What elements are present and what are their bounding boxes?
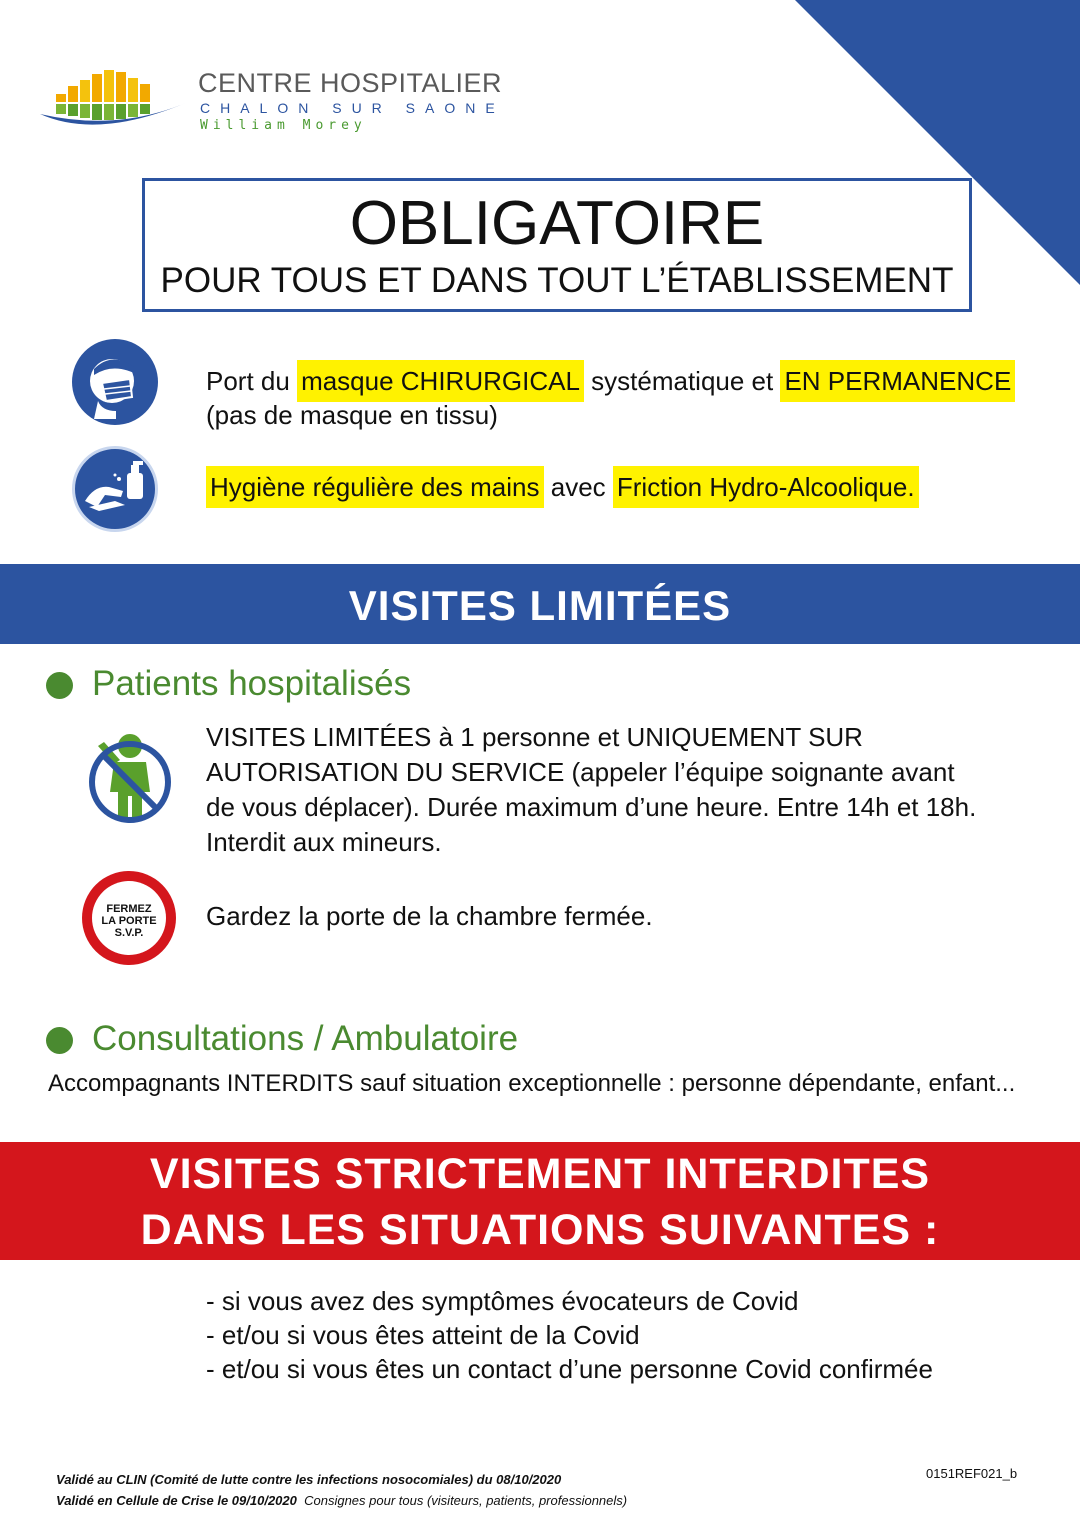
mask-rule-highlight-2: EN PERMANENCE bbox=[780, 360, 1015, 402]
patients-bullet bbox=[46, 672, 73, 699]
footer-validation-2-light: Consignes pour tous (visiteurs, patients, professionnels) bbox=[304, 1493, 628, 1508]
hand-rule bbox=[206, 470, 919, 504]
hospital-logo bbox=[38, 62, 505, 142]
logo-city: CHALON SUR SAONE bbox=[200, 100, 505, 116]
hand-rule-highlight-1: Hygiène régulière des mains bbox=[206, 466, 544, 508]
document-reference: 0151REF021_b bbox=[926, 1466, 1018, 1481]
mask-rule-highlight-1: masque CHIRURGICAL bbox=[297, 360, 584, 402]
door-sign-line-3: S.V.P. bbox=[114, 927, 144, 939]
page-title: OBLIGATOIRE bbox=[349, 189, 765, 258]
patients-heading: Patients hospitalisés bbox=[92, 664, 412, 703]
forbidden-band-line-2: DANS LES SITUATIONS SUIVANTES : bbox=[140, 1206, 940, 1254]
forbidden-item-1: - si vous avez des symptômes évocateurs de Covid bbox=[206, 1286, 799, 1316]
logo-title: CENTRE HOSPITALIER bbox=[198, 68, 503, 98]
hand-rule-highlight-2: Friction Hydro-Alcoolique. bbox=[613, 466, 919, 508]
consultations-bullet bbox=[46, 1027, 73, 1054]
forbidden-item-2: - et/ou si vous êtes atteint de la Covid bbox=[206, 1320, 640, 1350]
door-text: Gardez la porte de la chambre fermée. bbox=[206, 901, 653, 931]
mask-icon bbox=[72, 339, 158, 425]
mask-rule-prefix: Port du bbox=[206, 366, 298, 396]
door-sign-line-2: LA PORTE bbox=[101, 915, 157, 927]
patients-text-line-1: VISITES LIMITÉES à 1 personne et UNIQUEMENT SUR bbox=[206, 722, 863, 752]
consultations-heading: Consultations / Ambulatoire bbox=[92, 1019, 519, 1058]
patients-text-line-2: AUTORISATION DU SERVICE (appeler l’équipe soignante avant bbox=[206, 757, 955, 787]
forbidden-item-3: - et/ou si vous êtes un contact d’une personne Covid confirmée bbox=[206, 1354, 933, 1384]
forbidden-visits-band bbox=[0, 1142, 1080, 1260]
footer-validation-2 bbox=[56, 1493, 627, 1508]
hand-hygiene-icon bbox=[72, 446, 158, 532]
visits-limited-band: VISITES LIMITÉES bbox=[0, 564, 1080, 644]
footer-validation-1: Validé au CLIN (Comité de lutte contre les infections nosocomiales) du 08/10/2020 bbox=[56, 1472, 562, 1487]
forbidden-band-line-1: VISITES STRICTEMENT INTERDITES bbox=[149, 1150, 931, 1198]
consultations-text: Accompagnants INTERDITS sauf situation exceptionnelle : personne dépendante, enfant... bbox=[48, 1070, 1016, 1097]
mask-rule bbox=[206, 364, 1015, 398]
mask-rule-line2: (pas de masque en tissu) bbox=[206, 400, 498, 430]
footer-validation-2-bold: Validé en Cellule de Crise le 09/10/2020 bbox=[56, 1493, 297, 1508]
patients-text-line-4: Interdit aux mineurs. bbox=[206, 827, 442, 857]
page-subtitle: POUR TOUS ET DANS TOUT L’ÉTABLISSEMENT bbox=[160, 261, 954, 300]
door-sign-line-1: FERMEZ bbox=[106, 903, 152, 915]
patients-text-line-3: de vous déplacer). Durée maximum d’une heure. Entre 14h et 18h. bbox=[206, 792, 977, 822]
no-visitor-icon bbox=[84, 732, 176, 824]
mask-rule-middle: systématique et bbox=[583, 366, 781, 396]
buildings-logo-icon bbox=[38, 62, 198, 142]
title-box bbox=[142, 178, 972, 312]
close-door-sign-icon bbox=[82, 871, 176, 965]
hand-rule-middle: avec bbox=[543, 472, 613, 502]
logo-name: William Morey bbox=[200, 118, 367, 133]
